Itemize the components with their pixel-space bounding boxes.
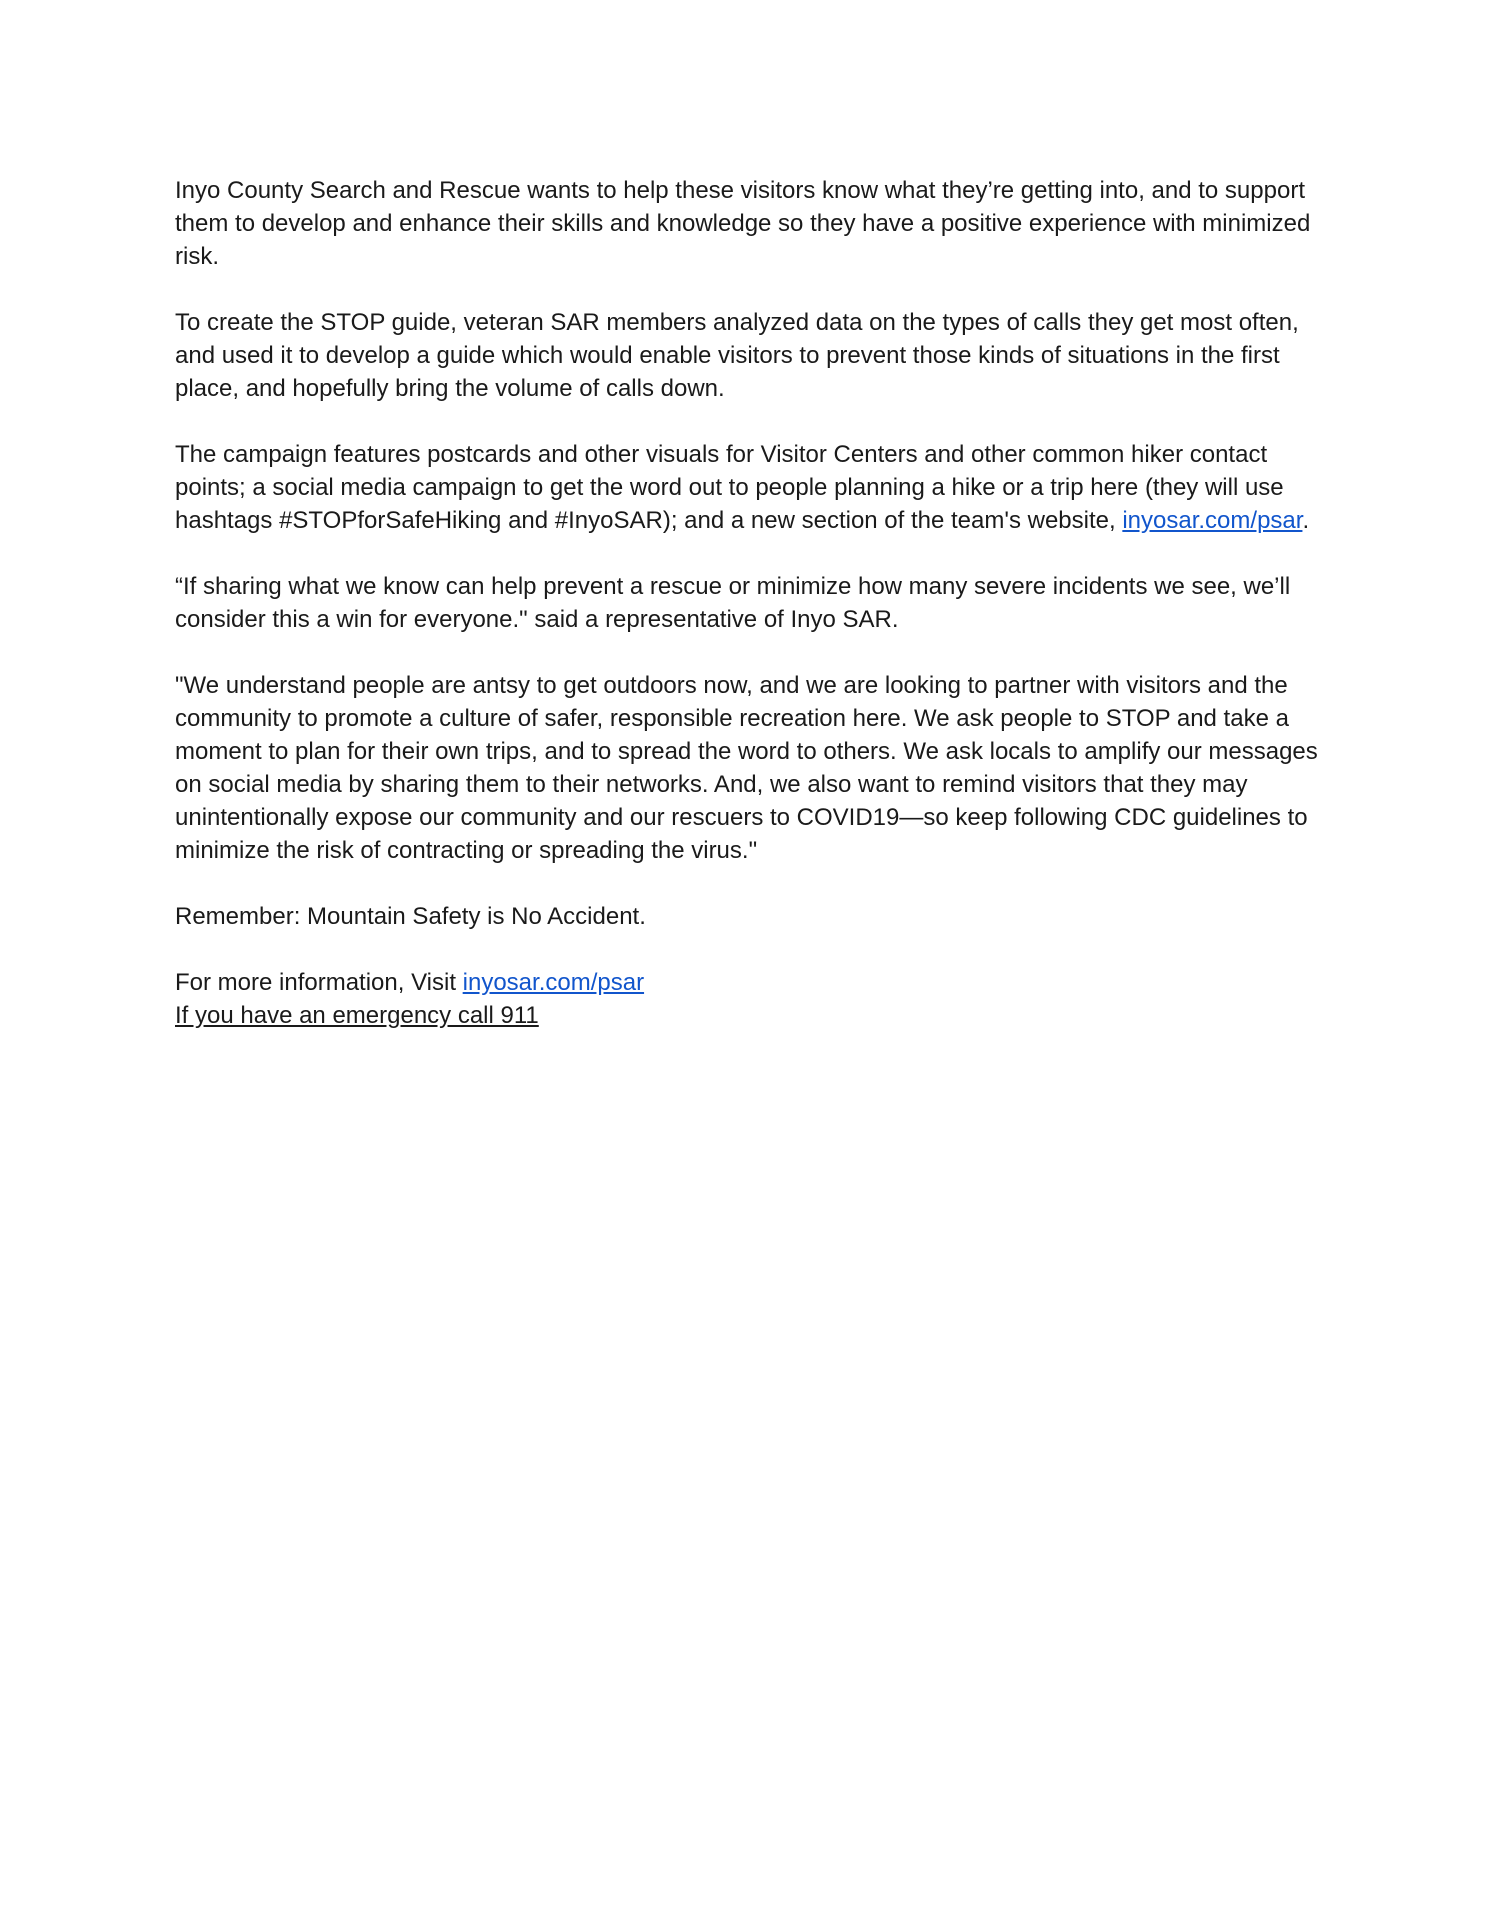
paragraph-quote-win: “If sharing what we know can help prevent a rescue or minimize how many severe incidents we see, we’ll consider this a win for everyone." said a representative of Inyo SAR.	[175, 573, 1291, 633]
emergency-text: If you have an emergency call 911	[175, 1002, 539, 1029]
paragraph-remember: Remember: Mountain Safety is No Accident.	[175, 903, 646, 930]
paragraph-more-info	[175, 966, 1325, 999]
paragraph-stop-guide: To create the STOP guide, veteran SAR members analyzed data on the types of calls they get most often, and used it to develop a guide which would enable visitors to prevent those kinds of situations in the first place, and hopefully bring the volume of calls down.	[175, 309, 1299, 402]
campaign-end: .	[1302, 507, 1310, 534]
website-link[interactable]: inyosar.com/psar	[1122, 507, 1303, 534]
document-body	[175, 174, 1325, 1032]
paragraph-intro: Inyo County Search and Rescue wants to help these visitors know what they’re getting into, and to support them to develop and enhance their skills and knowledge so they have a positive experience with minimized risk.	[175, 177, 1311, 270]
paragraph-campaign	[175, 438, 1325, 537]
paragraph-quote-outdoors: "We understand people are antsy to get outdoors now, and we are looking to partner with visitors and the community to promote a culture of safer, responsible recreation here. We ask people to STOP and take a moment to plan for their own trips, and to spread the word to others. We ask locals to amplify our messages on social media by sharing them to their networks. And, we also want to remind visitors that they may unintentionally expose our community and our rescuers to COVID19—so keep following CDC guidelines to minimize the risk of contracting or spreading the virus."	[175, 672, 1318, 864]
more-info-link[interactable]: inyosar.com/psar	[462, 969, 645, 996]
campaign-text: The campaign features postcards and other visuals for Visitor Centers and other common hiker contact points; a social media campaign to get the word out to people planning a hike or a trip here (they will use hashtags #STOPforSafeHiking and #InyoSAR); and a new section of the team's website,	[175, 441, 1284, 534]
more-info-text: For more information, Visit	[175, 969, 463, 996]
paragraph-emergency	[175, 999, 1325, 1032]
